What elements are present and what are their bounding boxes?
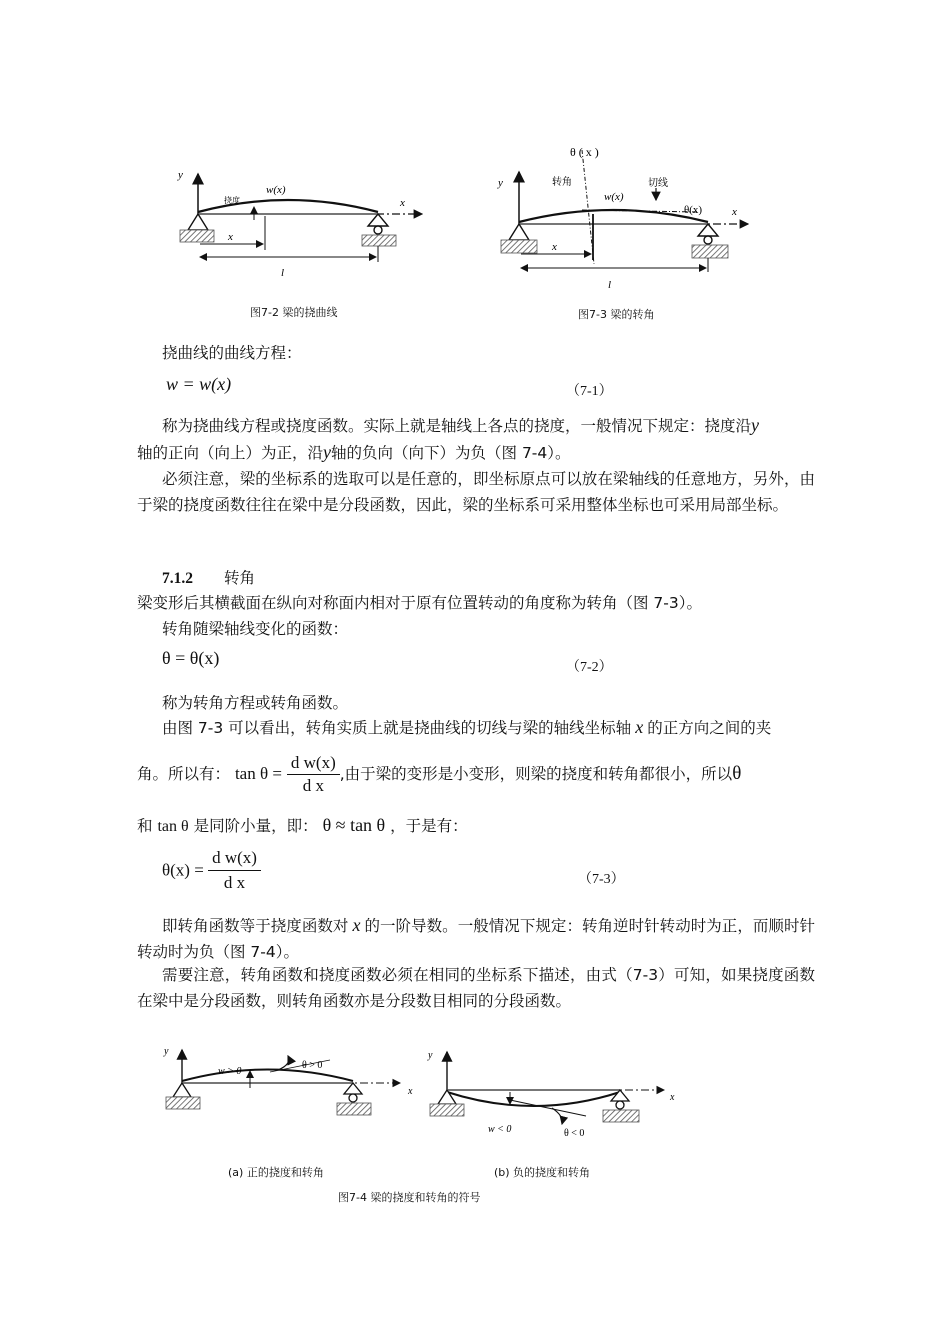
x-axis-label: x <box>400 197 405 209</box>
paragraph-2: 必须注意，梁的坐标系的选取可以是任意的，即坐标原点可以放在梁轴线的任意地方，另外，由于梁的挠度函数往往在梁中是分段函数，因此，梁的坐标系可采用整体坐标也可采用局部坐标。 <box>137 470 815 514</box>
figure-7-4b <box>424 1046 694 1146</box>
y-axis-label: y <box>498 177 503 189</box>
paragraph-10: 需要注意，转角函数和挠度函数必须在相同的坐标系下描述，由式（7-3）可知，如果挠度函数在梁中是分段函数，则转角函数亦是分段数目相同的分段函数。 <box>137 966 815 1010</box>
eq3-frac-den: d x <box>223 873 246 892</box>
figure-7-3 <box>490 138 760 298</box>
x-axis-label: x <box>670 1092 675 1103</box>
eq3-frac-num: d w(x) <box>208 846 261 871</box>
theta-label: θ(x) <box>684 204 703 216</box>
intro-line: 挠曲线的曲线方程： <box>162 344 302 362</box>
equation-7-3-number: （7-3） <box>578 872 625 887</box>
x-dim-label: x <box>228 231 233 243</box>
paragraph-6: 由图 7-3 可以看出，转角实质上就是挠曲线的切线与梁的轴线坐标轴 x 的正方向之间的夹 <box>162 717 772 737</box>
figure-7-4a-caption: (a) 正的挠度和转角 <box>228 1166 324 1179</box>
figure-7-2-caption: 图7-2 梁的挠曲线 <box>250 306 338 319</box>
equation-7-3: θ(x) = $\frac{\text{d w(x)}}{\text{d x}}$ <box>162 846 261 895</box>
paragraph-5: 称为转角方程或转角函数。 <box>162 694 349 712</box>
theta-top-label: θ ( x ) <box>570 145 599 159</box>
zhuanjiao-label: 转角 <box>552 177 572 188</box>
paragraph-7: 角。所以有： tan θ = $\frac{\text{d w(x)}}{\text{d x}}$ ,由于梁的变形是小变形，则梁的挠度和转角都很小，所以θ <box>137 753 742 795</box>
figure-7-4a <box>160 1040 425 1130</box>
y-axis-label: y <box>428 1050 433 1061</box>
p7-frac-den: d x <box>302 776 324 795</box>
theta-negative-label: θ < 0 <box>564 1128 585 1139</box>
paragraph-9: 即转角函数等于挠度函数对 x 的一阶导数。一般情况下规定：转角逆时针转动时为正，而顺时针转动时为负（图 7-4）。 <box>137 915 815 961</box>
paragraph-3: 梁变形后其横截面在纵向对称面内相对于原有位置转动的角度称为转角（图 7-3）。 <box>137 594 702 612</box>
figure-7-4b-caption: (b) 负的挠度和转角 <box>494 1166 591 1179</box>
y-axis-label: y <box>164 1046 169 1057</box>
section-heading <box>162 566 255 588</box>
paragraph-4: 转角随梁轴线变化的函数： <box>162 620 349 638</box>
x-axis-label: x <box>408 1086 413 1097</box>
theta-positive-label: θ > 0 <box>302 1060 323 1071</box>
x-axis-label: x <box>732 206 737 218</box>
x-dim-label: x <box>552 241 557 253</box>
figure-7-4-caption: 图7-4 梁的挠度和转角的符号 <box>338 1191 481 1204</box>
naodu-label: 挠度 <box>224 196 240 205</box>
figure-7-3-caption: 图7-3 梁的转角 <box>578 308 655 321</box>
section-number: 7.1.2 <box>162 570 193 587</box>
paragraph-1: 称为挠曲线方程或挠度函数。实际上就是轴线上各点的挠度，一般情况下规定：挠度沿y 轴的正向（向上）为正，沿y轴的负向（向下）为负（图 7-4）。 <box>137 415 760 462</box>
l-dim-label: l <box>281 267 285 279</box>
w-positive-label: w > 0 <box>218 1066 242 1077</box>
l-dim-label: l <box>608 279 612 291</box>
positive-curve <box>182 1070 353 1082</box>
y-axis-label: y <box>178 169 183 181</box>
w-label: w(x) <box>604 191 624 203</box>
p7-frac-num: d w(x) <box>287 752 340 775</box>
w-label: w(x) <box>266 184 286 196</box>
w-negative-label: w < 0 <box>488 1124 512 1135</box>
negative-curve <box>447 1092 620 1106</box>
equation-7-2: θ = θ(x) <box>162 648 220 668</box>
figure-7-2 <box>170 160 440 300</box>
equation-7-1: w = w(x) <box>166 374 232 394</box>
paragraph-8: 和 tan θ 是同阶小量，即： θ ≈ tan θ ，于是有： <box>137 815 468 835</box>
equation-7-1-number: （7-1） <box>566 384 613 399</box>
section-title: 转角 <box>223 569 255 587</box>
equation-7-2-number: （7-2） <box>566 660 613 675</box>
qiexian-label: 切线 <box>648 178 668 189</box>
